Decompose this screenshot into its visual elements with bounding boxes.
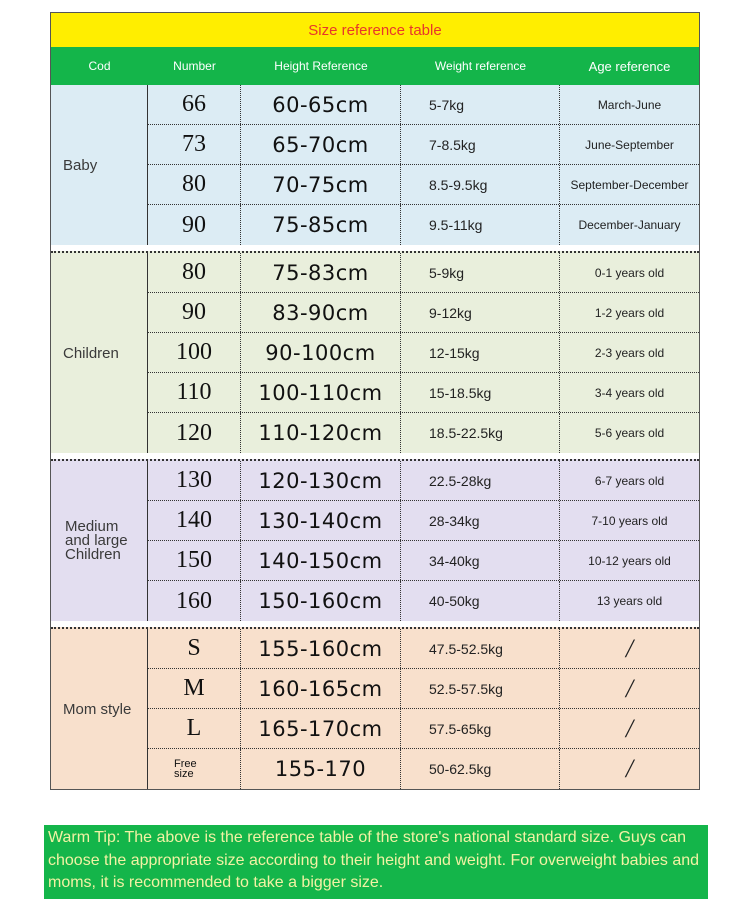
table-row [148,293,699,333]
age-value: 7-10 years old [591,513,668,528]
category-label [51,461,148,621]
age-value: / [625,673,634,703]
height-value: 60-65cm [241,85,401,124]
header-age: Age reference [588,58,671,74]
group-mom-style [51,627,699,789]
category-label-line: Children [65,546,121,563]
age-value: 1-2 years old [594,305,665,320]
age-value: / [625,754,634,783]
weight-value: 50-62.5kg [401,749,560,789]
size-number: 130 [148,461,241,500]
size-number: 90 [148,205,241,245]
weight-value: 18.5-22.5kg [401,413,560,453]
weight-value: 5-7kg [401,85,560,124]
weight-value: 28-34kg [401,501,560,540]
weight-value: 8.5-9.5kg [401,165,560,204]
category-label-line: and large [65,532,128,549]
weight-value: 7-8.5kg [401,125,560,164]
weight-value: 40-50kg [401,581,560,621]
table-row [148,541,699,581]
size-table [50,12,700,790]
size-number: 100 [148,333,241,372]
height-value: 120-130cm [241,461,401,500]
size-number: 110 [148,373,241,412]
height-value: 150-160cm [241,581,401,621]
group-children [51,251,699,453]
header-cod: Cod [88,59,111,73]
age-value: June-September [585,137,674,152]
age-value: 2-3 years old [594,345,665,360]
size-number-line: size [174,768,194,780]
table-row [148,85,699,125]
header-height: Height Reference [274,59,368,73]
weight-value: 15-18.5kg [401,373,560,412]
height-value: 65-70cm [241,125,401,164]
age-value: 3-4 years old [594,385,665,400]
category-label: Mom style [51,629,148,789]
table-row [148,669,699,709]
table-row [148,629,699,669]
age-value: 5-6 years old [594,426,665,440]
height-value: 100-110cm [241,373,401,412]
table-row [148,413,699,453]
size-number: 150 [148,541,241,580]
table-row [148,253,699,293]
height-value: 140-150cm [241,541,401,580]
age-value: 10-12 years old [588,553,671,568]
table-row [148,125,699,165]
age-value: / [625,713,634,743]
size-number: 80 [148,253,241,292]
category-label: Children [51,253,148,453]
category-label: Baby [51,85,148,245]
size-number: 160 [148,581,241,621]
height-value: 110-120cm [241,413,401,453]
size-number: 73 [148,125,241,164]
table-title: Size reference table [51,13,699,47]
size-number-line: Free [174,758,197,770]
height-value: 90-100cm [241,333,401,372]
size-number [148,749,241,789]
size-number: 90 [148,293,241,332]
height-value: 160-165cm [241,669,401,708]
height-value: 70-75cm [241,165,401,204]
size-number: L [148,709,241,748]
table-row [148,205,699,245]
height-value: 130-140cm [241,501,401,540]
table-row [148,709,699,749]
weight-value: 47.5-52.5kg [401,629,560,668]
height-value: 155-170 [241,749,401,789]
size-number: 80 [148,165,241,204]
weight-value: 12-15kg [401,333,560,372]
group-baby [51,85,699,245]
category-label-line: Medium [65,518,119,535]
age-value: September-December [570,177,689,192]
table-header [51,47,699,85]
age-value: December-January [578,218,681,232]
weight-value: 5-9kg [401,253,560,292]
height-value: 155-160cm [241,629,401,668]
age-value: 13 years old [596,594,663,608]
size-number: S [148,629,241,668]
size-number: M [148,669,241,708]
weight-value: 9.5-11kg [401,205,560,245]
height-value: 83-90cm [241,293,401,332]
size-number: 120 [148,413,241,453]
weight-value: 52.5-57.5kg [401,669,560,708]
table-row [148,461,699,501]
weight-value: 9-12kg [401,293,560,332]
weight-value: 57.5-65kg [401,709,560,748]
header-number: Number [173,59,216,73]
age-value: 0-1 years old [594,265,665,280]
weight-value: 22.5-28kg [401,461,560,500]
warm-tip: Warm Tip: The above is the reference table of the store's national standard size. Guys can choose the appropriate size according to their height and weight. For overweight babies and moms, it is recommended to take a bigger size. [44,825,708,899]
table-row [148,373,699,413]
table-row [148,581,699,621]
age-value: March-June [597,97,662,112]
weight-value: 34-40kg [401,541,560,580]
table-row [148,165,699,205]
header-weight: Weight reference [434,59,527,73]
table-row [148,501,699,541]
age-value: / [625,633,634,663]
height-value: 75-83cm [241,253,401,292]
group-medium-large-children [51,459,699,621]
size-number: 140 [148,501,241,540]
table-row [148,749,699,789]
size-number: 66 [148,85,241,124]
height-value: 165-170cm [241,709,401,748]
age-value: 6-7 years old [594,473,665,488]
height-value: 75-85cm [241,205,401,245]
table-row [148,333,699,373]
